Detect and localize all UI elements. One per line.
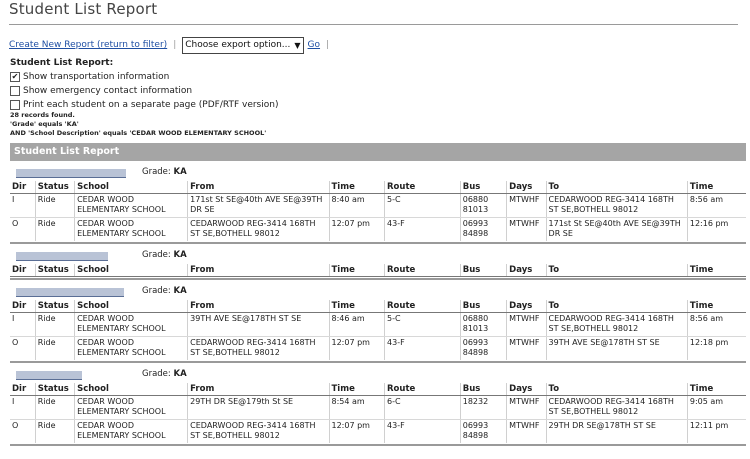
table-cell: 06993 84898 [460, 337, 506, 361]
option-label: Show transportation information [23, 72, 170, 82]
option-show-transportation[interactable] [10, 70, 278, 84]
table-cell: MTWHF [507, 420, 546, 444]
table-cell: 39TH AVE SE@178TH ST SE [188, 313, 329, 337]
grade-label: Grade: [142, 369, 171, 379]
transportation-table [10, 383, 746, 443]
grade-label: Grade: [142, 167, 171, 177]
column-header: Bus [460, 264, 506, 277]
table-cell: Ride [35, 337, 74, 361]
column-header: To [546, 264, 687, 277]
table-cell: 5-C [385, 194, 461, 218]
column-header: Route [385, 264, 461, 277]
column-header: Time [329, 181, 385, 194]
student-group [10, 167, 746, 244]
grade-value: KA [173, 286, 187, 296]
column-header: Time [329, 300, 385, 313]
grade-label: Grade: [142, 286, 171, 296]
option-label: Show emergency contact information [23, 86, 193, 96]
column-header: School [75, 383, 188, 396]
table-cell: CEDARWOOD REG-3414 168TH ST SE,BOTHELL 98012 [188, 337, 329, 361]
toolbar-separator: | [173, 40, 177, 50]
group-divider [10, 242, 746, 244]
report-options [10, 58, 278, 112]
column-header: Time [329, 383, 385, 396]
transportation-table [10, 264, 746, 277]
table-cell: I [10, 396, 35, 420]
title-divider [9, 24, 738, 25]
checkbox-separate-page[interactable] [10, 100, 20, 110]
table-cell: 12:07 pm [329, 337, 385, 361]
table-cell: 43-F [385, 218, 461, 242]
checkbox-emergency-contact[interactable] [10, 86, 20, 96]
student-name-redacted[interactable] [16, 288, 124, 297]
column-header: Status [35, 264, 74, 277]
table-cell: 171st St SE@40th AVE SE@39TH DR SE [188, 194, 329, 218]
table-cell: 06993 84898 [460, 420, 506, 444]
table-cell: MTWHF [507, 313, 546, 337]
filter-school: AND 'School Description' equals 'CEDAR WOOD ELEMENTARY SCHOOL' [10, 129, 267, 137]
column-header: Bus [460, 181, 506, 194]
column-header: Time [329, 264, 385, 277]
filter-grade: 'Grade' equals 'KA' [10, 120, 79, 128]
table-cell: MTWHF [507, 396, 546, 420]
table-cell: CEDARWOOD REG-3414 168TH ST SE,BOTHELL 98012 [546, 313, 687, 337]
student-header [10, 167, 746, 180]
table-cell: CEDAR WOOD ELEMENTARY SCHOOL [75, 337, 188, 361]
table-header-row [10, 300, 746, 313]
table-cell: 12:11 pm [687, 420, 746, 444]
option-label: Print each student on a separate page (PDF/RTF version) [23, 100, 279, 110]
table-cell: CEDAR WOOD ELEMENTARY SCHOOL [75, 420, 188, 444]
table-cell: CEDARWOOD REG-3414 168TH ST SE,BOTHELL 98012 [546, 396, 687, 420]
table-cell: 06880 81013 [460, 313, 506, 337]
table-cell: 6-C [385, 396, 461, 420]
group-divider [10, 444, 746, 446]
table-cell: 39TH AVE SE@178TH ST SE [546, 337, 687, 361]
toolbar-separator: | [326, 40, 330, 50]
column-header: To [546, 181, 687, 194]
table-cell: CEDARWOOD REG-3414 168TH ST SE,BOTHELL 98012 [546, 194, 687, 218]
column-header: Dir [10, 264, 35, 277]
checkbox-transportation[interactable]: ✔ [11, 72, 19, 81]
records-found: 28 records found. [10, 111, 75, 119]
column-header: From [188, 300, 329, 313]
column-header: To [546, 300, 687, 313]
table-cell: Ride [35, 420, 74, 444]
table-cell: 12:07 pm [329, 420, 385, 444]
table-cell: CEDARWOOD REG-3414 168TH ST SE,BOTHELL 98012 [188, 218, 329, 242]
grade-value: KA [173, 369, 187, 379]
student-name-redacted[interactable] [16, 252, 108, 261]
create-new-report-link[interactable]: Create New Report (return to filter) [9, 40, 168, 50]
column-header: From [188, 264, 329, 277]
table-cell: Ride [35, 194, 74, 218]
table-row [10, 313, 746, 337]
table-row [10, 396, 746, 420]
table-cell: CEDAR WOOD ELEMENTARY SCHOOL [75, 313, 188, 337]
table-header-row [10, 383, 746, 396]
table-cell: 29TH DR SE@179th St SE [188, 396, 329, 420]
table-cell: 8:40 am [329, 194, 385, 218]
table-row [10, 337, 746, 361]
column-header: Route [385, 383, 461, 396]
table-cell: MTWHF [507, 194, 546, 218]
student-grade [142, 369, 187, 379]
report-filter-summary [10, 111, 266, 138]
column-header: To [546, 383, 687, 396]
table-cell: I [10, 313, 35, 337]
student-name-redacted[interactable] [16, 371, 82, 380]
column-header: Time [687, 181, 746, 194]
table-row [10, 194, 746, 218]
transportation-table [10, 300, 746, 360]
student-grade [142, 286, 187, 296]
table-cell: 5-C [385, 313, 461, 337]
column-header: School [75, 264, 188, 277]
column-header: Dir [10, 383, 35, 396]
column-header: Time [687, 383, 746, 396]
go-link[interactable]: Go [307, 40, 321, 50]
column-header: Days [507, 181, 546, 194]
student-header [10, 250, 746, 263]
column-header: Status [35, 181, 74, 194]
export-option-select[interactable] [182, 37, 303, 54]
student-groups [10, 167, 746, 446]
table-cell: 171st St SE@40th AVE SE@39TH DR SE [546, 218, 687, 242]
export-select-value: Choose export option... [185, 40, 291, 50]
grade-label: Grade: [142, 250, 171, 260]
table-cell: O [12, 219, 19, 228]
table-cell: 12:16 pm [687, 218, 746, 242]
column-header: School [75, 181, 188, 194]
table-cell: 12:07 pm [329, 218, 385, 242]
student-list-report [10, 143, 746, 446]
grade-value: KA [173, 250, 187, 260]
column-header: Status [35, 300, 74, 313]
table-cell: CEDAR WOOD ELEMENTARY SCHOOL [75, 194, 188, 218]
table-cell: 9:05 am [687, 396, 746, 420]
student-grade [142, 250, 187, 260]
table-cell: 18232 [460, 396, 506, 420]
column-header: Route [385, 300, 461, 313]
student-group [10, 286, 746, 363]
options-heading: Student List Report: [10, 58, 114, 68]
column-header: Bus [460, 383, 506, 396]
table-cell: 06880 81013 [460, 194, 506, 218]
table-cell: 06993 84898 [460, 218, 506, 242]
column-header: Days [507, 264, 546, 277]
column-header: Dir [10, 181, 35, 194]
grade-value: KA [173, 167, 187, 177]
report-section-header: Student List Report [10, 143, 746, 161]
table-cell: O [12, 338, 19, 347]
column-header: Status [35, 383, 74, 396]
page-title: Student List Report [9, 0, 158, 18]
table-cell: 43-F [385, 337, 461, 361]
table-cell: I [10, 194, 35, 218]
student-grade [142, 167, 187, 177]
table-cell: CEDARWOOD REG-3414 168TH ST SE,BOTHELL 98012 [188, 420, 329, 444]
transportation-table [10, 181, 746, 241]
column-header: Time [687, 300, 746, 313]
column-header: School [75, 300, 188, 313]
column-header: Days [507, 300, 546, 313]
table-cell: 12:18 pm [687, 337, 746, 361]
table-cell: MTWHF [507, 337, 546, 361]
chevron-down-icon: ▼ [294, 40, 301, 50]
table-header-row [10, 264, 746, 277]
table-row [10, 218, 746, 242]
table-cell: O [12, 421, 19, 430]
option-print-separate-page[interactable] [10, 98, 278, 112]
table-cell: 8:56 am [687, 194, 746, 218]
table-cell: 8:54 am [329, 396, 385, 420]
table-cell: MTWHF [507, 218, 546, 242]
column-header: Time [687, 264, 746, 277]
table-cell: CEDAR WOOD ELEMENTARY SCHOOL [75, 218, 188, 242]
option-show-emergency-contact[interactable] [10, 84, 278, 98]
table-cell: 29TH DR SE@178TH ST SE [546, 420, 687, 444]
table-cell: CEDAR WOOD ELEMENTARY SCHOOL [75, 396, 188, 420]
table-cell: Ride [35, 313, 74, 337]
table-header-row [10, 181, 746, 194]
table-cell: Ride [35, 396, 74, 420]
column-header: Days [507, 383, 546, 396]
column-header: From [188, 181, 329, 194]
column-header: Dir [10, 300, 35, 313]
group-divider [10, 278, 746, 280]
column-header: From [188, 383, 329, 396]
student-group [10, 369, 746, 446]
table-cell: Ride [35, 218, 74, 242]
report-toolbar [9, 37, 335, 53]
table-row [10, 420, 746, 444]
student-name-redacted[interactable] [16, 169, 126, 178]
student-header [10, 286, 746, 299]
column-header: Route [385, 181, 461, 194]
column-header: Bus [460, 300, 506, 313]
group-divider [10, 361, 746, 363]
table-cell: 8:56 am [687, 313, 746, 337]
student-group [10, 250, 746, 280]
student-header [10, 369, 746, 382]
table-cell: 43-F [385, 420, 461, 444]
table-cell: 8:46 am [329, 313, 385, 337]
